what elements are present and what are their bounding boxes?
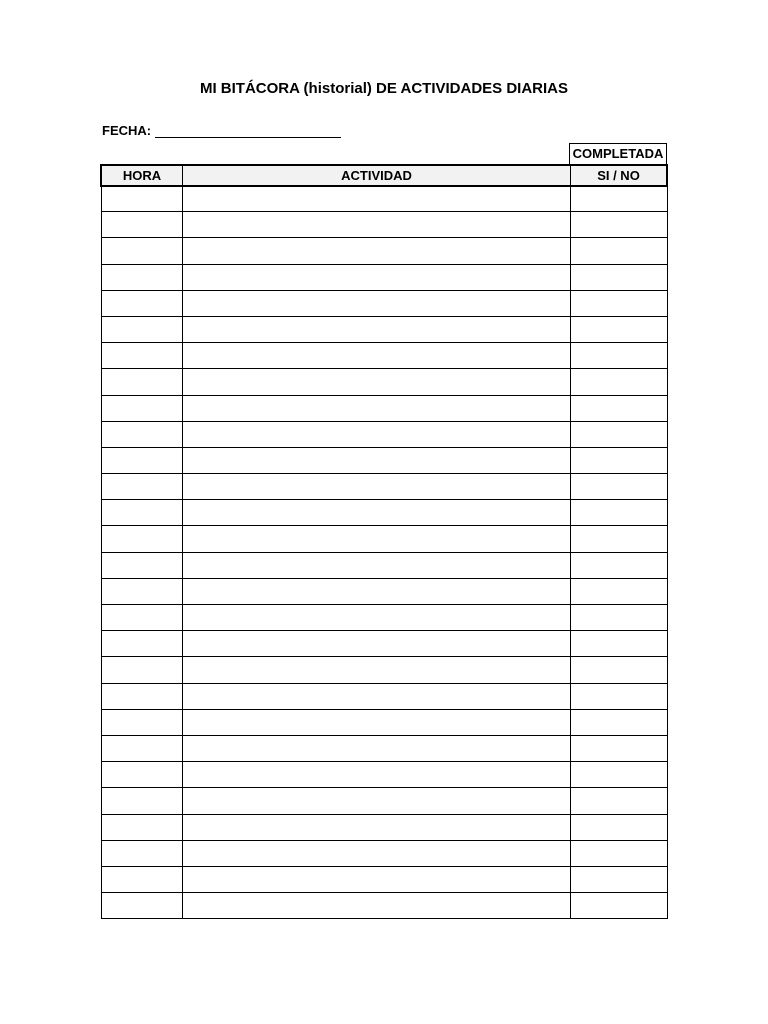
si-no-cell[interactable] xyxy=(571,762,668,788)
table-row xyxy=(102,762,668,788)
table-row xyxy=(102,395,668,421)
actividad-cell[interactable] xyxy=(183,212,571,238)
actividad-cell[interactable] xyxy=(183,421,571,447)
actividad-cell[interactable] xyxy=(183,395,571,421)
hora-cell[interactable] xyxy=(102,316,183,342)
column-header-actividad: ACTIVIDAD xyxy=(183,166,571,185)
actividad-cell[interactable] xyxy=(183,631,571,657)
table-row xyxy=(102,526,668,552)
si-no-cell[interactable] xyxy=(571,552,668,578)
actividad-cell[interactable] xyxy=(183,238,571,264)
si-no-cell[interactable] xyxy=(571,212,668,238)
table-row xyxy=(102,212,668,238)
table-row xyxy=(102,186,668,212)
si-no-cell[interactable] xyxy=(571,421,668,447)
actividad-cell[interactable] xyxy=(183,683,571,709)
table-row xyxy=(102,316,668,342)
actividad-cell[interactable] xyxy=(183,735,571,761)
table-row xyxy=(102,735,668,761)
si-no-cell[interactable] xyxy=(571,447,668,473)
si-no-cell[interactable] xyxy=(571,395,668,421)
hora-cell[interactable] xyxy=(102,474,183,500)
hora-cell[interactable] xyxy=(102,788,183,814)
table-row xyxy=(102,238,668,264)
actividad-cell[interactable] xyxy=(183,657,571,683)
si-no-cell[interactable] xyxy=(571,735,668,761)
actividad-cell[interactable] xyxy=(183,552,571,578)
completed-group-header: COMPLETADA xyxy=(569,143,667,164)
actividad-cell[interactable] xyxy=(183,447,571,473)
actividad-cell[interactable] xyxy=(183,840,571,866)
hora-cell[interactable] xyxy=(102,605,183,631)
actividad-cell[interactable] xyxy=(183,474,571,500)
actividad-cell[interactable] xyxy=(183,762,571,788)
table-row xyxy=(102,552,668,578)
hora-cell[interactable] xyxy=(102,369,183,395)
hora-cell[interactable] xyxy=(102,290,183,316)
table-row xyxy=(102,605,668,631)
actividad-cell[interactable] xyxy=(183,343,571,369)
hora-cell[interactable] xyxy=(102,343,183,369)
table-row xyxy=(102,683,668,709)
table-row xyxy=(102,657,668,683)
activity-log-body xyxy=(102,186,668,919)
hora-cell[interactable] xyxy=(102,866,183,892)
actividad-cell[interactable] xyxy=(183,264,571,290)
actividad-cell[interactable] xyxy=(183,709,571,735)
table-row xyxy=(102,578,668,604)
activity-log-table xyxy=(101,185,668,919)
si-no-cell[interactable] xyxy=(571,709,668,735)
actividad-cell[interactable] xyxy=(183,605,571,631)
si-no-cell[interactable] xyxy=(571,840,668,866)
si-no-cell[interactable] xyxy=(571,369,668,395)
table-row xyxy=(102,474,668,500)
hora-cell[interactable] xyxy=(102,526,183,552)
si-no-cell[interactable] xyxy=(571,238,668,264)
actividad-cell[interactable] xyxy=(183,893,571,919)
hora-cell[interactable] xyxy=(102,552,183,578)
table-row xyxy=(102,264,668,290)
hora-cell[interactable] xyxy=(102,814,183,840)
hora-cell[interactable] xyxy=(102,421,183,447)
table-row xyxy=(102,893,668,919)
table-row xyxy=(102,709,668,735)
table-row xyxy=(102,631,668,657)
si-no-cell[interactable] xyxy=(571,657,668,683)
date-input-line[interactable] xyxy=(155,123,341,138)
table-row xyxy=(102,447,668,473)
actividad-cell[interactable] xyxy=(183,186,571,212)
actividad-cell[interactable] xyxy=(183,788,571,814)
si-no-cell[interactable] xyxy=(571,814,668,840)
hora-cell[interactable] xyxy=(102,683,183,709)
table-row xyxy=(102,840,668,866)
table-row xyxy=(102,788,668,814)
hora-cell[interactable] xyxy=(102,264,183,290)
table-row xyxy=(102,814,668,840)
hora-cell[interactable] xyxy=(102,631,183,657)
actividad-cell[interactable] xyxy=(183,578,571,604)
si-no-cell[interactable] xyxy=(571,186,668,212)
hora-cell[interactable] xyxy=(102,709,183,735)
hora-cell[interactable] xyxy=(102,762,183,788)
hora-cell[interactable] xyxy=(102,840,183,866)
table-row xyxy=(102,866,668,892)
actividad-cell[interactable] xyxy=(183,316,571,342)
si-no-cell[interactable] xyxy=(571,474,668,500)
actividad-cell[interactable] xyxy=(183,290,571,316)
table-header xyxy=(100,164,668,187)
actividad-cell[interactable] xyxy=(183,369,571,395)
hora-cell[interactable] xyxy=(102,893,183,919)
hora-cell[interactable] xyxy=(102,735,183,761)
hora-cell[interactable] xyxy=(102,657,183,683)
si-no-cell[interactable] xyxy=(571,500,668,526)
si-no-cell[interactable] xyxy=(571,631,668,657)
si-no-cell[interactable] xyxy=(571,866,668,892)
hora-cell[interactable] xyxy=(102,578,183,604)
hora-cell[interactable] xyxy=(102,212,183,238)
si-no-cell[interactable] xyxy=(571,578,668,604)
si-no-cell[interactable] xyxy=(571,290,668,316)
hora-cell[interactable] xyxy=(102,395,183,421)
column-header-si-no: SI / NO xyxy=(597,168,640,183)
actividad-cell[interactable] xyxy=(183,526,571,552)
si-no-cell[interactable] xyxy=(571,526,668,552)
si-no-cell[interactable] xyxy=(571,264,668,290)
table-row xyxy=(102,290,668,316)
date-label: FECHA: xyxy=(102,123,152,138)
actividad-cell[interactable] xyxy=(183,814,571,840)
si-no-cell[interactable] xyxy=(571,605,668,631)
table-row xyxy=(102,343,668,369)
date-field xyxy=(102,123,341,138)
si-no-cell[interactable] xyxy=(571,893,668,919)
hora-cell[interactable] xyxy=(102,186,183,212)
si-no-cell[interactable] xyxy=(571,316,668,342)
table-row xyxy=(102,421,668,447)
actividad-cell[interactable] xyxy=(183,500,571,526)
hora-cell[interactable] xyxy=(102,238,183,264)
table-row xyxy=(102,369,668,395)
actividad-cell[interactable] xyxy=(183,866,571,892)
hora-cell[interactable] xyxy=(102,500,183,526)
hora-cell[interactable] xyxy=(102,447,183,473)
page-title: MI BITÁCORA (historial) DE ACTIVIDADES DIARIAS xyxy=(199,80,569,97)
column-header-hora: HORA xyxy=(102,166,183,185)
si-no-cell[interactable] xyxy=(571,683,668,709)
si-no-cell[interactable] xyxy=(571,343,668,369)
table-row xyxy=(102,500,668,526)
si-no-cell[interactable] xyxy=(571,788,668,814)
